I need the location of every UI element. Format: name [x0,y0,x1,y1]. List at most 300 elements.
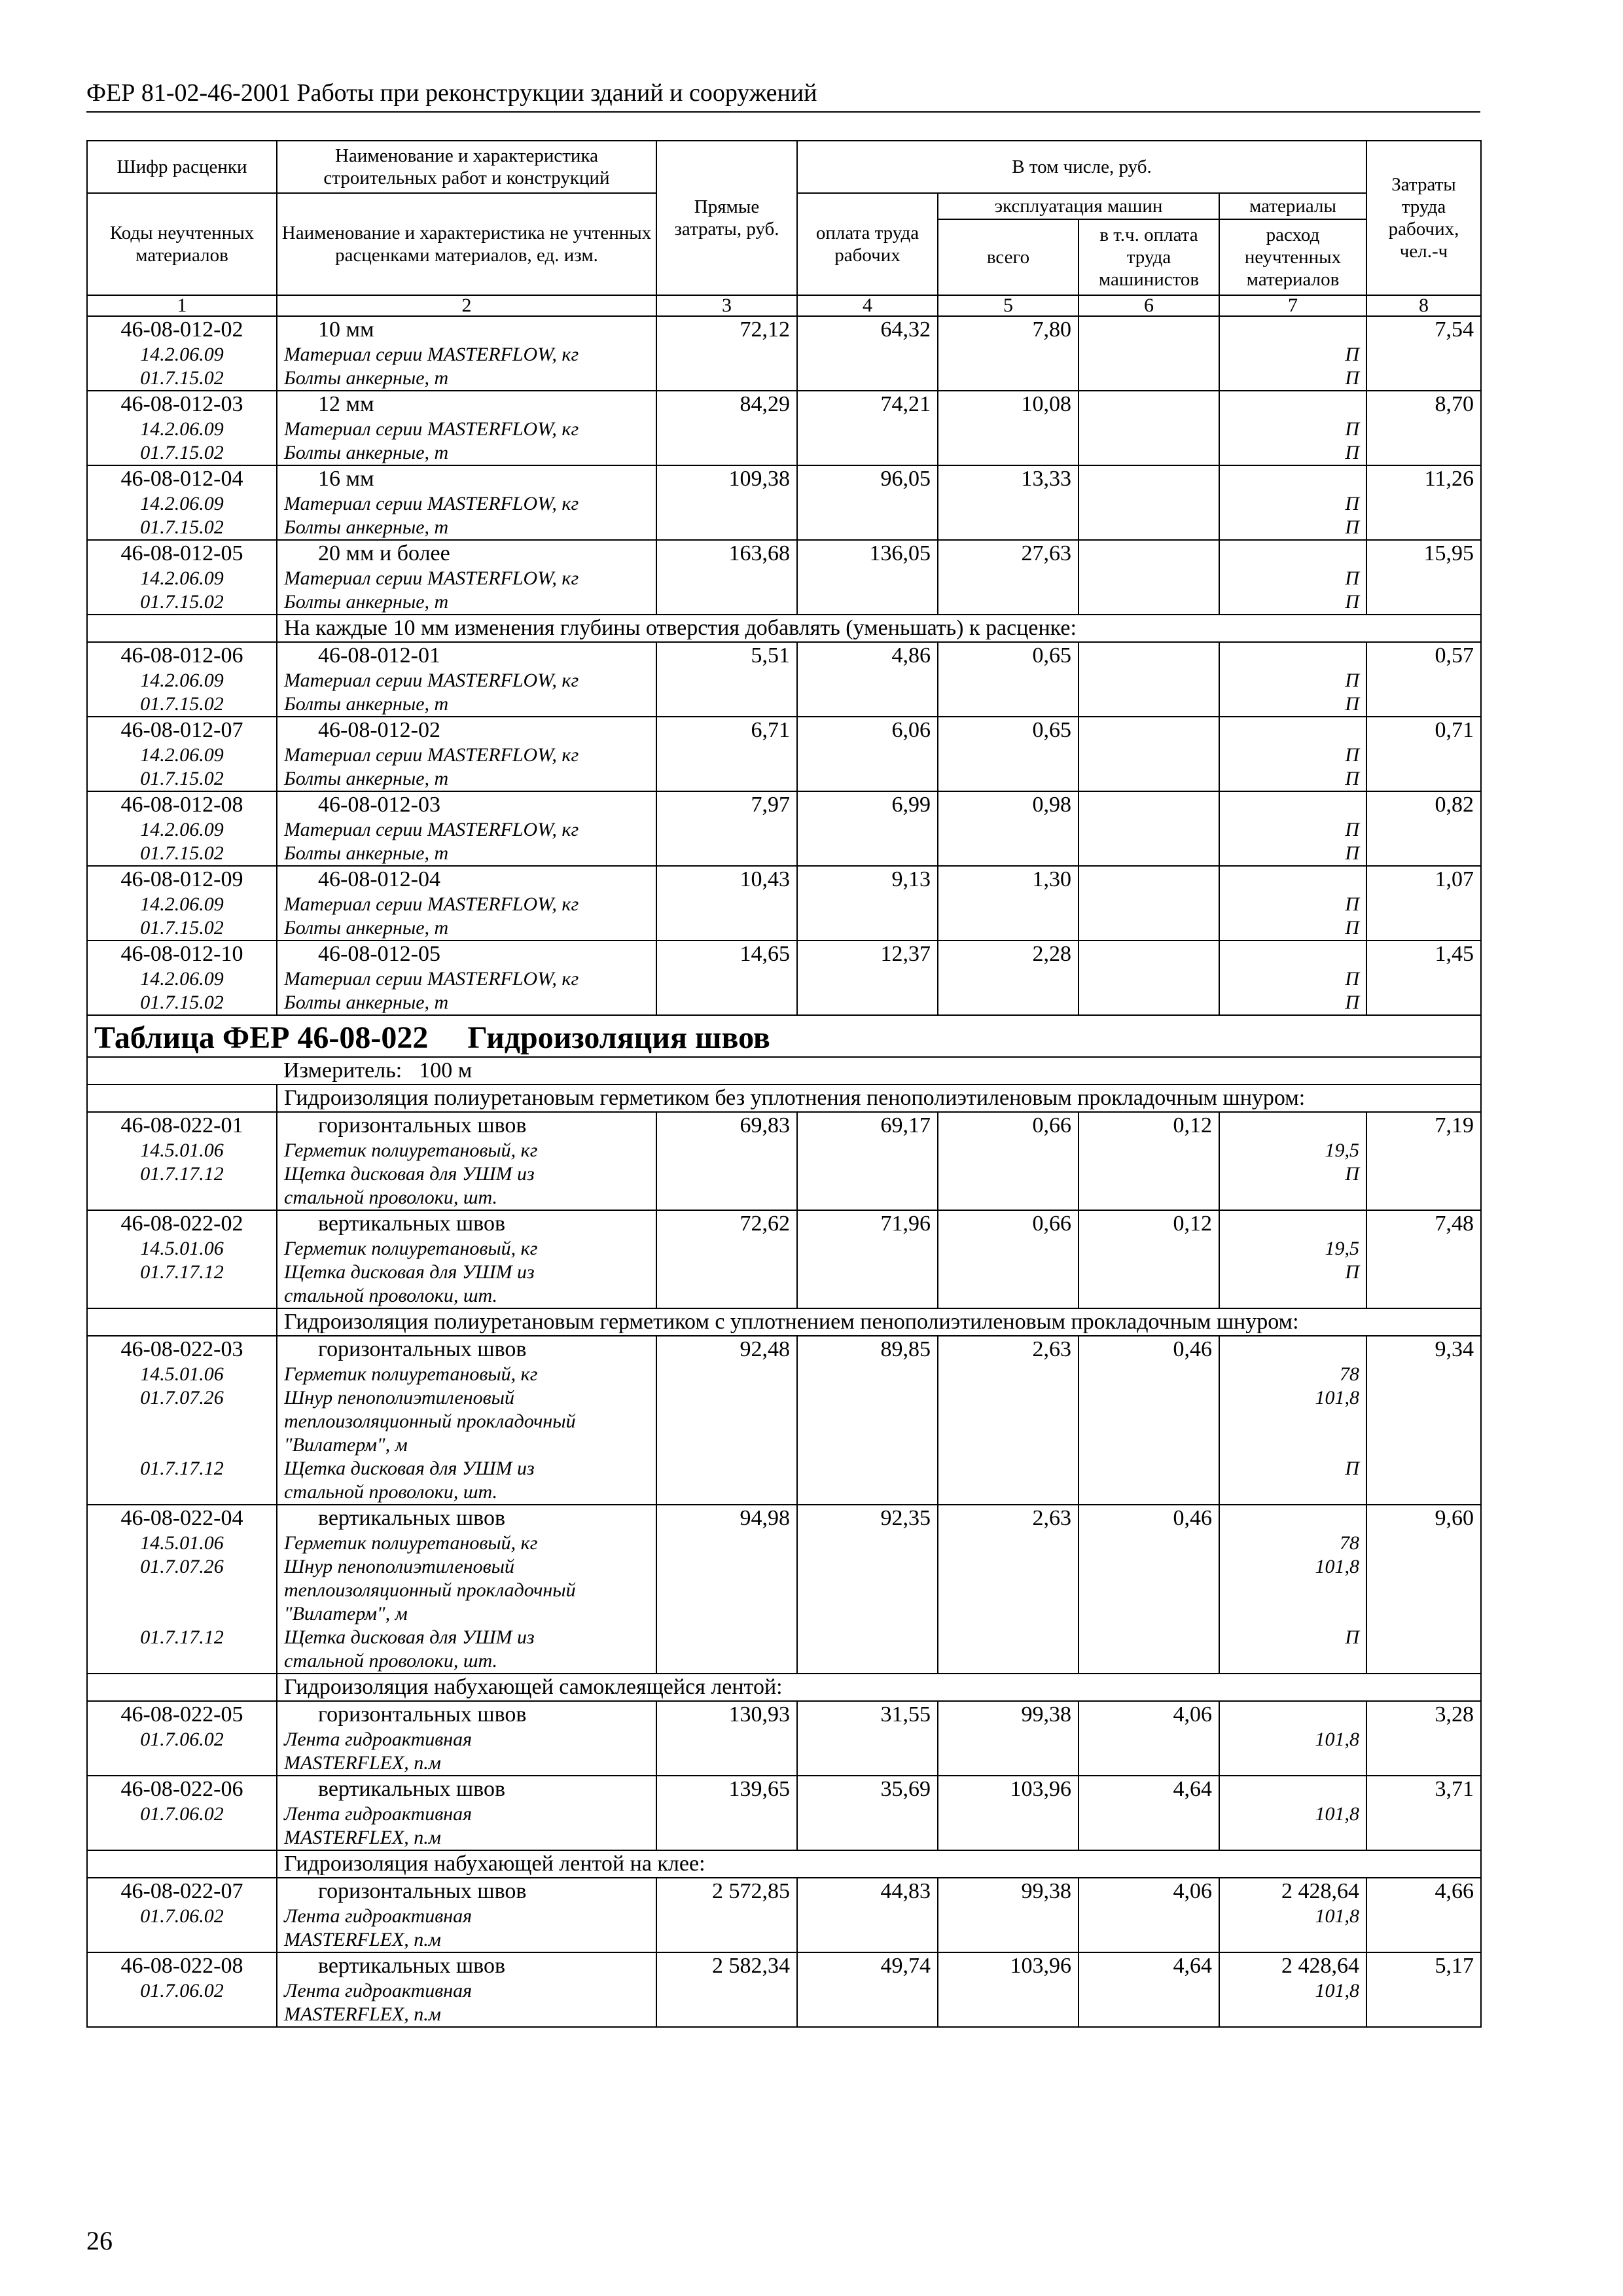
direct-cost-value: 72,62 [740,1211,790,1236]
material-code: 14.2.06.09 [140,968,224,990]
labor-cost-value: 44,83 [880,1879,931,1903]
labor-hours [1366,1505,1481,1674]
machinist-labor [1079,642,1219,717]
labor-hours [1366,1776,1481,1850]
material-qty: П [1345,917,1359,939]
machinist-labor-value: 4,06 [1173,1879,1212,1903]
section-note: На каждые 10 мм изменения глубины отверстия добавлять (уменьшать) к расценке: [277,615,1481,642]
machinist-labor-value: 0,12 [1173,1211,1212,1236]
material-code: 14.2.06.09 [140,670,224,691]
machinist-labor [1079,391,1219,465]
material-qty: П [1345,1458,1359,1479]
material-qty: П [1345,768,1359,789]
machine-cost [938,1701,1079,1776]
material-qty: 101,8 [1315,1980,1359,2001]
material-qty: П [1345,992,1359,1013]
material-qty-cell [1219,642,1366,717]
labor-cost [797,1878,938,1952]
direct-cost [656,1776,797,1850]
labor-cost-value: 96,05 [880,467,931,491]
material-name: стальной проволоки, шт. [284,1285,498,1306]
machine-cost [938,791,1079,866]
material-name: Материал серии MASTERFLOW, кг [284,744,579,766]
rate-name-cell [277,941,656,1015]
cell-text [94,1410,270,1433]
direct-cost [656,1878,797,1952]
labor-cost [797,791,938,866]
measure-value: 100 м [419,1058,473,1083]
material-name: Болты анкерные, т [284,516,449,538]
material-cost [1226,1211,1359,1237]
labor-cost [797,391,938,465]
labor-hours-value: 0,71 [1435,718,1474,742]
machine-cost-value: 10,08 [1021,392,1071,416]
labor-cost-value: 136,05 [869,541,931,565]
direct-cost [656,391,797,465]
rate-name-cell [277,1701,656,1776]
material-cost [1226,1113,1359,1139]
direct-cost [656,1701,797,1776]
material-code: 14.5.01.06 [140,1139,224,1161]
machinist-labor [1079,540,1219,615]
work-name: 46-08-012-03 [318,793,440,817]
labor-hours-value: 15,95 [1423,541,1474,565]
machine-cost-value: 103,96 [1010,1954,1071,1978]
material-code [94,1284,270,1308]
material-cost [1226,541,1359,567]
material-cost: 2 428,64 [1281,1879,1359,1903]
labor-cost-value: 6,99 [891,793,931,817]
rate-code-cell [87,1112,277,1210]
material-qty: П [1345,344,1359,365]
labor-hours-value: 7,48 [1435,1211,1474,1236]
machine-cost [938,642,1079,717]
rate-name-cell [277,465,656,540]
machine-cost [938,316,1079,391]
code-blank [87,1057,277,1085]
work-name: вертикальных швов [318,1777,506,1801]
machine-cost-value: 99,38 [1021,1702,1071,1727]
material-qty: П [1345,1261,1359,1283]
machinist-labor-value [1086,541,1212,567]
machine-cost-value: 0,65 [1032,643,1071,668]
labor-cost-value: 92,35 [880,1506,931,1530]
labor-hours [1366,316,1481,391]
direct-cost [656,1505,797,1674]
material-name: "Вилатерм", м [284,1603,408,1624]
table-name: Гидроизоляция швов [467,1020,770,1055]
machinist-labor [1079,1701,1219,1776]
labor-hours [1366,642,1481,717]
material-qty: П [1345,819,1359,840]
material-code: 01.7.17.12 [140,1458,224,1479]
material-cost [1226,1776,1359,1803]
cell-text [1226,1826,1359,1850]
labor-cost [797,1210,938,1308]
machinist-labor-value [1086,717,1212,744]
material-name: MASTERFLEX, п.м [284,1827,441,1848]
labor-hours [1366,1336,1481,1505]
direct-cost [656,866,797,941]
rate-code: 46-08-012-04 [120,467,243,491]
material-qty: 19,5 [1325,1238,1359,1259]
material-qty: П [1345,418,1359,440]
cell-text [1226,1505,1359,1532]
labor-cost-value: 12,37 [880,942,931,966]
rate-name-cell [277,1210,656,1308]
rate-code-cell [87,1210,277,1308]
labor-cost [797,1701,938,1776]
material-qty-cell [1219,866,1366,941]
material-code: 01.7.15.02 [140,693,224,715]
machine-cost-value: 99,38 [1021,1879,1071,1903]
machinist-labor-value [1086,643,1212,669]
direct-cost-value: 10,43 [740,867,790,891]
material-name: MASTERFLEX, п.м [284,2003,441,2025]
table-number: Таблица ФЕР 46-08-022 [94,1020,429,1055]
machine-cost [938,540,1079,615]
cell-text [1226,1751,1359,1775]
material-name: Материал серии MASTERFLOW, кг [284,418,579,440]
labor-cost-value: 6,06 [891,718,931,742]
rate-code-cell [87,316,277,391]
machinist-labor-value [1086,466,1212,492]
work-name: горизонтальных швов [318,1337,527,1361]
cell-text [1226,1579,1359,1602]
work-name: горизонтальных швов [318,1113,527,1138]
material-name: Материал серии MASTERFLOW, кг [284,567,579,589]
cell-text [1226,2003,1359,2026]
labor-cost-value: 74,21 [880,392,931,416]
direct-cost-value: 72,12 [740,317,790,342]
material-name: Болты анкерные, т [284,768,449,789]
cell-text [1226,1602,1359,1626]
work-name: 10 мм [318,317,374,342]
material-name: Болты анкерные, т [284,591,449,613]
rate-code: 46-08-022-03 [120,1337,243,1361]
direct-cost-value: 163,68 [728,541,790,565]
colnum: 6 [1079,295,1219,316]
rate-code: 46-08-022-08 [120,1954,243,1978]
labor-hours [1366,791,1481,866]
material-code: 14.5.01.06 [140,1363,224,1385]
labor-cost-value: 49,74 [880,1954,931,1978]
rate-name-cell [277,791,656,866]
material-qty: 78 [1340,1363,1359,1385]
material-name: Щетка дисковая для УШМ из [284,1261,535,1283]
machine-cost [938,1776,1079,1850]
material-name: Болты анкерные, т [284,367,449,389]
material-cost [1226,941,1359,967]
colnum: 8 [1366,295,1481,316]
rate-code-cell [87,1776,277,1850]
machine-cost [938,1952,1079,2027]
rate-code: 46-08-012-10 [120,942,243,966]
labor-hours-value: 1,07 [1435,867,1474,891]
cell-text [1226,1480,1359,1504]
col-material-header: расход неучтенных материалов [1219,219,1366,295]
machinist-labor-value: 0,46 [1173,1506,1212,1530]
material-code: 01.7.15.02 [140,842,224,864]
labor-hours [1366,941,1481,1015]
section-note: Гидроизоляция набухающей самоклеящейся лентой: [277,1674,1481,1701]
rate-code-cell [87,717,277,791]
labor-hours-value: 1,45 [1435,942,1474,966]
material-code: 01.7.15.02 [140,992,224,1013]
cell-text [94,1826,270,1850]
material-code: 14.2.06.09 [140,493,224,514]
material-code: 14.2.06.09 [140,418,224,440]
material-code: 01.7.06.02 [140,1905,224,1927]
material-name: Болты анкерные, т [284,842,449,864]
labor-hours-value: 4,66 [1435,1879,1474,1903]
rate-code-cell [87,1336,277,1505]
material-qty: 101,8 [1315,1387,1359,1408]
material-cost [1226,867,1359,893]
machine-cost [938,941,1079,1015]
machinist-labor-value: 0,46 [1173,1337,1212,1361]
labor-hours [1366,1701,1481,1776]
material-qty: П [1345,442,1359,463]
direct-cost [656,642,797,717]
machine-cost-value: 0,66 [1032,1113,1071,1138]
rate-code-cell [87,1952,277,2027]
labor-cost [797,465,938,540]
material-qty: 101,8 [1315,1803,1359,1825]
work-name: 46-08-012-05 [318,942,440,966]
machine-cost-value: 27,63 [1021,541,1071,565]
machinist-labor [1079,1878,1219,1952]
colnum: 1 [87,295,277,316]
machinist-labor-value: 4,06 [1173,1702,1212,1727]
material-qty: 101,8 [1315,1905,1359,1927]
page-header: ФЕР 81-02-46-2001 Работы при реконструкции зданий и сооружений [86,77,1480,113]
machine-cost [938,391,1079,465]
material-name: теплоизоляционный прокладочный [284,1579,576,1601]
machinist-labor [1079,1336,1219,1505]
material-qty-cell [1219,1112,1366,1210]
cell-text [1226,1433,1359,1457]
material-name: Шнур пенополиэтиленовый [284,1556,514,1577]
direct-cost-value: 92,48 [740,1337,790,1361]
machinist-labor [1079,941,1219,1015]
labor-cost [797,1776,938,1850]
cell-text [1226,1336,1359,1363]
code-blank [87,1850,277,1878]
rate-code: 46-08-022-01 [120,1113,243,1138]
direct-cost-value: 69,83 [740,1113,790,1138]
cell-text [94,1602,270,1626]
cell-text [94,2003,270,2026]
machine-cost [938,1505,1079,1674]
labor-hours-value: 5,17 [1435,1954,1474,1978]
rate-name-cell [277,1952,656,2027]
machinist-labor-value: 4,64 [1173,1954,1212,1978]
material-qty-cell [1219,1210,1366,1308]
machine-cost-value: 7,80 [1032,317,1071,342]
material-qty: 101,8 [1315,1556,1359,1577]
page-number: 26 [86,2226,113,2255]
material-cost [1226,1702,1359,1728]
material-qty-cell [1219,941,1366,1015]
rate-code: 46-08-022-06 [120,1777,243,1801]
material-qty-cell [1219,1878,1366,1952]
direct-cost [656,1210,797,1308]
rate-code: 46-08-022-07 [120,1879,243,1903]
labor-cost [797,642,938,717]
rate-code-cell [87,1701,277,1776]
work-name: 20 мм и более [318,541,450,565]
machine-cost [938,1112,1079,1210]
labor-cost-value: 4,86 [891,643,931,668]
direct-cost [656,465,797,540]
rate-code-cell [87,941,277,1015]
machinist-labor-value [1086,792,1212,818]
labor-cost [797,1505,938,1674]
material-cost [1226,643,1359,669]
labor-hours [1366,465,1481,540]
labor-cost-value: 71,96 [880,1211,931,1236]
col-labor-hours-header: Затраты труда рабочих, чел.-ч [1366,141,1481,295]
direct-cost [656,1336,797,1505]
rate-name-cell [277,717,656,791]
direct-cost-value: 2 582,34 [712,1954,790,1978]
work-name: вертикальных швов [318,1211,506,1236]
machine-cost-value: 103,96 [1010,1777,1071,1801]
labor-cost [797,1336,938,1505]
table-title [87,1015,1481,1057]
machine-cost [938,465,1079,540]
material-code: 01.7.06.02 [140,1729,224,1750]
material-name: Лента гидроактивная [284,1980,473,2001]
cell-text [94,1480,270,1504]
labor-hours [1366,1112,1481,1210]
material-qty-cell [1219,540,1366,615]
machinist-labor [1079,1112,1219,1210]
machine-cost [938,1878,1079,1952]
direct-cost [656,791,797,866]
rate-name-cell [277,540,656,615]
direct-cost-value: 139,65 [728,1777,790,1801]
rates-table [86,140,1482,2028]
material-code: 01.7.07.26 [140,1556,224,1577]
direct-cost-value: 84,29 [740,392,790,416]
cell-text [94,1751,270,1775]
material-qty [1226,1186,1359,1210]
rate-code-cell [87,1505,277,1674]
material-name: Болты анкерные, т [284,693,449,715]
material-name: Лента гидроактивная [284,1729,473,1750]
labor-hours-value: 9,60 [1435,1506,1474,1530]
material-code: 14.2.06.09 [140,344,224,365]
material-name: Материал серии MASTERFLOW, кг [284,493,579,514]
machine-cost-value: 0,66 [1032,1211,1071,1236]
rate-code: 46-08-022-04 [120,1506,243,1530]
colnum: 2 [277,295,656,316]
labor-hours-value: 0,82 [1435,793,1474,817]
colnum: 7 [1219,295,1366,316]
machinist-labor [1079,316,1219,391]
code-blank [87,1085,277,1112]
labor-cost-value: 31,55 [880,1702,931,1727]
material-qty: П [1345,1626,1359,1648]
cell-text [1226,1649,1359,1673]
direct-cost [656,717,797,791]
machine-cost-value: 2,63 [1032,1506,1071,1530]
machine-cost [938,1336,1079,1505]
section-note: Гидроизоляция полиуретановым герметиком без уплотнения пенополиэтиленовым прокладочным шнуром: [277,1085,1481,1112]
material-qty-cell [1219,391,1366,465]
labor-cost [797,866,938,941]
section-note: Гидроизоляция полиуретановым герметиком с уплотнением пенополиэтиленовым прокладочным шнуром: [277,1308,1481,1336]
cell-text [1226,1928,1359,1952]
material-qty: 78 [1340,1532,1359,1554]
labor-cost [797,1112,938,1210]
material-name: Щетка дисковая для УШМ из [284,1458,535,1479]
material-code: 01.7.15.02 [140,516,224,538]
rate-code: 46-08-012-03 [120,392,243,416]
labor-hours [1366,1878,1481,1952]
material-cost [1226,317,1359,343]
labor-hours-value: 7,19 [1435,1113,1474,1138]
labor-hours [1366,717,1481,791]
materials-header: материалы [1219,193,1366,219]
material-name: Материал серии MASTERFLOW, кг [284,819,579,840]
material-name: Герметик полиуретановый, кг [284,1139,538,1161]
material-name: Болты анкерные, т [284,992,449,1013]
machine-cost-value: 13,33 [1021,467,1071,491]
machine-cost-value: 0,98 [1032,793,1071,817]
rate-name-cell [277,642,656,717]
code-blank [87,615,277,642]
machines-header: эксплуатация машин [938,193,1219,219]
work-name: 46-08-012-01 [318,643,440,668]
material-name: MASTERFLEX, п.м [284,1929,441,1950]
material-qty-cell [1219,717,1366,791]
work-name: горизонтальных швов [318,1702,527,1727]
direct-cost [656,540,797,615]
group-header: В том числе, руб. [797,141,1366,193]
machinist-labor-value [1086,317,1212,343]
labor-hours-value: 3,28 [1435,1702,1474,1727]
material-qty-cell [1219,465,1366,540]
material-qty: П [1345,516,1359,538]
material-cost [1226,792,1359,818]
material-code: 14.2.06.09 [140,744,224,766]
direct-cost-value: 5,51 [751,643,790,668]
material-name: Болты анкерные, т [284,442,449,463]
rate-code-cell [87,1878,277,1952]
material-qty-cell [1219,791,1366,866]
rate-code: 46-08-012-09 [120,867,243,891]
material-name: Герметик полиуретановый, кг [284,1238,538,1259]
rate-name-cell [277,1505,656,1674]
rate-code: 46-08-012-07 [120,718,243,742]
machinist-labor [1079,1952,1219,2027]
direct-cost [656,1952,797,2027]
rate-code-cell [87,791,277,866]
measure [277,1057,1481,1085]
machinist-labor-value [1086,941,1212,967]
machinist-labor [1079,1210,1219,1308]
machinist-labor [1079,791,1219,866]
col-matnames-header: Наименование и характеристика не учтенных расценками материалов, ед. изм. [277,193,656,295]
material-code: 01.7.17.12 [140,1163,224,1185]
rate-code-cell [87,465,277,540]
code-blank [87,1308,277,1336]
colnum: 5 [938,295,1079,316]
material-code: 14.2.06.09 [140,567,224,589]
